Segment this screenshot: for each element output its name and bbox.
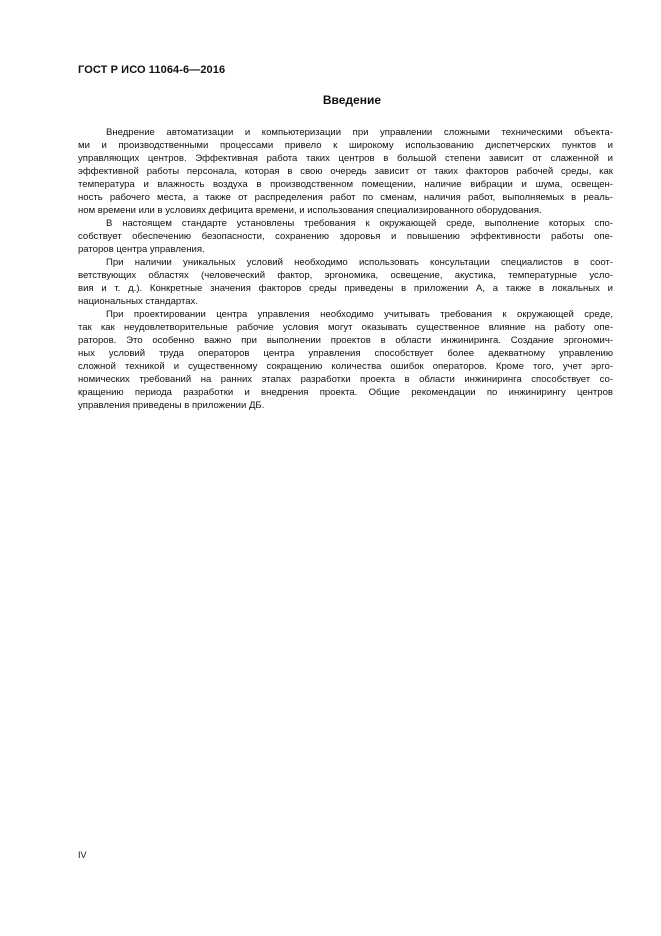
text-line: раторов центра управления. [78,244,205,256]
text-line: национальных стандартах. [78,296,198,308]
text-line: При проектировании центра управления необходимо учитывать требования к окружающей среде, [106,309,613,321]
text-line: ность рабочего места, а также от распределения работ по сменам, наличия работ, выполняемых в реаль- [78,192,613,204]
text-line: В настоящем стандарте установлены требования к окружающей среде, выполнение которых спо- [106,218,613,230]
text-line: так как неудовлетворительные рабочие условия могут оказывать существенное влияние на работу опе- [78,322,613,334]
text-line: ном времени или в условиях дефицита времени, и использования специализированного оборудования. [78,205,542,217]
standard-header: ГОСТ Р ИСО 11064-6—2016 [78,64,226,76]
text-line: эффективной работы персонала, которая в свою очередь зависит от таких факторов рабочей среды, как [78,166,613,178]
text-line: раторов. Это особенно важно при выполнении проектов в области инжиниринга. Создание эргономич- [78,335,613,347]
text-line: Внедрение автоматизации и компьютеризации при управлении сложными техническими объекта- [106,127,613,138]
text-line: управляющих центров. Эффективная работа таких центров в большой степени зависит от слаженной и [78,153,613,165]
text-line: ми и производственными процессами привело к широкому использованию диспетчерских пунктов и [78,140,613,152]
page-number: IV [78,850,87,860]
text-line: сложной техникой и существенному сокращению количества ошибок операторов. Кроме того, учет эрго- [78,361,613,373]
section-title: Введение [322,93,381,107]
text-line: ных условий труда операторов центра управления способствует более адекватному управлению [78,348,613,360]
text-line: кращению периода разработки и внедрения проекта. Общие рекомендации по инжинирингу центров [78,387,613,399]
body-text [78,126,613,412]
text-line: собствует обеспечению безопасности, сохранению здоровья и повышению эффективности работы опе- [78,231,613,243]
text-line: ветствующих областях (человеческий фактор, эргономика, освещение, акустика, температурные усло- [78,270,613,282]
text-line: управления приведены в приложении ДБ. [78,400,265,412]
text-line: вия и т. д.). Конкретные значения факторов среды приведены в приложении А, а также в локальных и [78,283,613,295]
text-line: При наличии уникальных условий необходимо использовать консультации специалистов в соот- [106,257,613,269]
text-line: температура и влажность воздуха в производственном помещении, наличие вибрации и шума, освещен- [78,179,613,191]
text-line: номических требований на ранних этапах разработки проекта в области инжиниринга способствует со- [78,374,613,386]
